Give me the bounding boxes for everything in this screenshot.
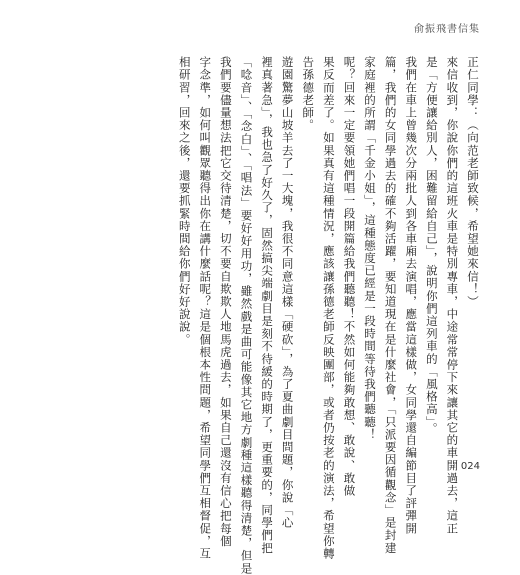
text-column: 「唸音」、「念白」、「唱法」要好好用功，雖然戲是曲可能像其它地方劇種這樣聽得清楚，但是	[239, 56, 254, 575]
running-header: 俞振飛書信集	[414, 24, 480, 35]
text-column: 篇，我們的女同學過去的確不夠活躍，要知道現在是什麼社會，「只派要因循觀念」是封建	[383, 56, 398, 555]
text-column: 呢？回來一定要領她們唱一段開篇給我們聽聽！不然如何能夠敢想、敢說、敢做	[342, 56, 357, 497]
text-column: 來信收到，你說你們的這班火車是特別專車，中途常常停下來讓其它的車開過去，這正	[445, 56, 460, 535]
text-column: 裡真著急」，我也急了好久了，固然搞尖端劇目是刻不待緩的時期了，更重要的，同學們把	[260, 56, 275, 555]
text-column: 是「方便讓給別人，困難留給自己」，說明你們這列車的「風格高」。	[424, 56, 439, 436]
page-number: 024	[460, 461, 480, 472]
text-column: 正仁同學：（向范老師致候，希望她來信！）	[466, 56, 480, 308]
text-column: 相研習，回來之後，還要抓緊時間給你們好好說說。	[177, 56, 192, 346]
text-column: 我們要儘量想法把它交待清楚，切不要自欺欺人地馬虎過去，如果自己還沒有信心把每個	[218, 56, 233, 548]
text-column: 告孫德老師。	[301, 56, 316, 132]
text-column: 果反而差了。如果真有這種情況，應該讓孫德老師反映團部，或者仍按老的演法，希望你轉	[321, 56, 336, 560]
text-column: 我們在車上曾幾次分兩批人到各車廂去演唱，應當這樣做，女同學還自編節目了評彈開	[404, 56, 419, 535]
text-column: 遊園驚夢山坡羊去了一大塊，我很不同意這樣「硬砍」，為了夏曲劇目問題，你說「心	[280, 56, 295, 530]
text-column: 字念準，如何叫觀眾聽得出你在講什麼話呢？這是個根本性問題，希望同學們互相督促，互	[198, 56, 213, 560]
text-column: 家庭裡的所謂「千金小姐」，這種態度已經是一段時間等待我們聽聽！	[363, 56, 378, 441]
